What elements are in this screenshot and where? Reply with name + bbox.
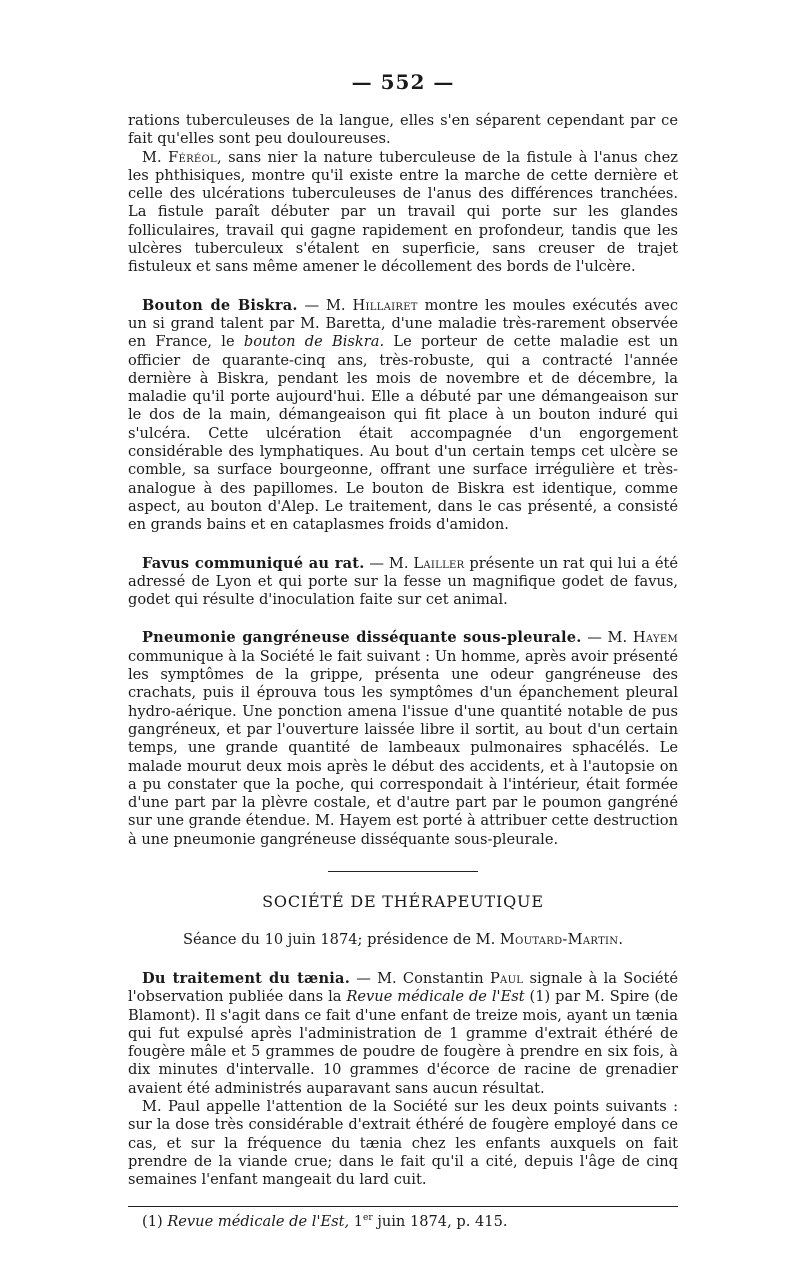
taenia-section xyxy=(128,970,678,1190)
taenia-text-2: (1) par M. Spire (de Blamont). Il s'agit dans ce fait d'une enfant de treize mois, ayant un tænia qui fut expulsé après l'administration de 1 gramme d'extrait éthéré de fougère mâle et 5 grammes de poudre de fougère à prendre en six fois, à dix minutes d'intervalle. 10 grammes d'écorce de racine de grenadier avaient été administrés auparavant sans aucun résultat. xyxy=(128,988,678,1097)
intro-section xyxy=(128,112,678,277)
section-title: SOCIÉTÉ DE THÉRAPEUTIQUE xyxy=(262,891,544,911)
footnote-rest: juin 1874, p. 415. xyxy=(372,1212,508,1230)
favus-dash: — M. xyxy=(364,554,414,572)
favus-heading: Favus communiqué au rat. xyxy=(142,554,365,572)
bouton-de-biskra-section xyxy=(128,297,678,535)
seance-president: Moutard-Martin xyxy=(499,930,619,948)
footnote-sup: er xyxy=(363,1212,373,1223)
footnote-day: 1 xyxy=(349,1212,364,1230)
footnote-italic: Revue médicale de l'Est, xyxy=(167,1212,350,1230)
intro-paragraph-2-text: , sans nier la nature tuberculeuse de la fistule à l'anus chez les phthisiques, montre qu'il existe entre la marche de cette dernière et celle des ulcérations tuberculeuses de l'anus des différences tranchées. La fistule paraît débuter par un travail qui porte sur les glandes folliculaires, travail qui gagne rapidement en profondeur, tandis que les ulcères tuberculeux s'étalent en superficie, sans creuser de trajet fistuleux et sans même amener le décollement des bords de l'ulcère. xyxy=(128,148,678,276)
bouton-dash: — M. xyxy=(297,296,353,314)
seance-line xyxy=(128,931,678,948)
seance-text: Séance du 10 juin 1874; présidence de M. xyxy=(183,930,500,948)
pneumonie-section xyxy=(128,629,678,849)
favus-section xyxy=(128,555,678,610)
speaker-hayem: Hayem xyxy=(632,629,679,647)
footnote-marker: (1) xyxy=(142,1212,168,1230)
bouton-text-1: montre les moules exécutés avec un si grand talent par M. Baretta, d'une maladie très-rarement observée en France, le xyxy=(128,296,678,351)
taenia-paragraph-1 xyxy=(128,970,678,1098)
bouton-heading: Bouton de Biskra. xyxy=(142,296,298,314)
taenia-text-1: signale à la Société l'observation publiée dans la xyxy=(128,969,679,1006)
taenia-paragraph-2: M. Paul appelle l'attention de la Société sur les deux points suivants : sur la dose très considérable d'extrait éthéré de fougère employé dans ce cas, et sur la fréquence du tænia chez les enfants auxquels on fait prendre de la viande crue; dans le fait qu'il a cité, depuis l'âge de cinq semaines l'enfant mangeait du lard cuit. xyxy=(128,1098,678,1189)
footnote-divider xyxy=(128,1206,678,1207)
speaker-lailler: Lailler xyxy=(413,554,465,572)
intro-paragraph-1: rations tuberculeuses de la langue, elles s'en séparent cependant par ce fait qu'elles sont peu douloureuses. xyxy=(128,112,678,148)
pneumonie-paragraph xyxy=(128,629,678,849)
seance-end: . xyxy=(618,930,623,948)
speaker-fereol: Féréol xyxy=(168,148,217,166)
speaker-paul: Paul xyxy=(489,969,524,987)
favus-text: présente un rat qui lui a été adressé de Lyon et qui porte sur la fesse un magnifique godet de favus, godet qui résulte d'inoculation faite sur cet animal. xyxy=(128,554,679,609)
pneumonie-text: communique à la Société le fait suivant : Un homme, après avoir présenté les symptômes de la grippe, présenta une odeur gangréneuse des crachats, puis il éprouva tous les symptômes d'un épanchement pleural hydro-aérique. Une ponction amena l'issue d'une quantité notable de pus gangréneux, et par l'ouverture laissée libre il sortit, au bout d'un certain temps, une grande quantité de lambeaux pulmonaires sphacélés. Le malade mourut deux mois après le début des accidents, et à l'autopsie on a pu constater que la poche, qui correspondait à l'intérieur, était formée d'une part par la plèvre costale, et d'autre part par le poumon gangréné sur une grande étendue. M. Hayem est porté à attribuer cette destruction à une pneumonie gangréneuse disséquante sous-pleurale. xyxy=(128,647,678,848)
favus-paragraph xyxy=(128,555,678,610)
taenia-heading: Du traitement du tænia. xyxy=(142,969,350,987)
footnote xyxy=(128,1213,678,1230)
taenia-dash: — M. Constantin xyxy=(349,969,490,987)
pneumonie-dash: — M. xyxy=(581,629,633,647)
page-number: — 552 — xyxy=(351,70,455,94)
pneumonie-heading: Pneumonie gangréneuse disséquante sous-pleurale. xyxy=(142,629,582,647)
bouton-text-2: Le porteur de cette maladie est un officier de quarante-cinq ans, très-robuste, qui a contracté l'année dernière à Biskra, pendant les mois de novembre et de décembre, la maladie qu'il porte aujourd'hui. Elle a débuté par une démangeaison sur le dos de la main, démangeaison qui fit place à un bouton induré qui s'ulcéra. Cette ulcération était accompagnée d'un engorgement considérable des lymphatiques. Au bout d'un certain temps cet ulcère se comble, sa surface bourgeonne, offrant une surface irrégulière et très-analogue à des papillomes. Le bouton de Biskra est identique, comme aspect, au bouton d'Alep. Le traitement, dans le cas présenté, a consisté en grands bains et en cataplasmes froids d'amidon. xyxy=(128,333,678,534)
intro-paragraph-2 xyxy=(128,149,678,277)
speaker-hillairet: Hillairet xyxy=(352,296,418,314)
taenia-italic: Revue médicale de l'Est xyxy=(346,988,525,1006)
intro-prefix: M. xyxy=(142,148,169,166)
bouton-paragraph xyxy=(128,297,678,535)
section-divider xyxy=(328,871,478,872)
bouton-italic: bouton de Biskra. xyxy=(243,333,385,351)
